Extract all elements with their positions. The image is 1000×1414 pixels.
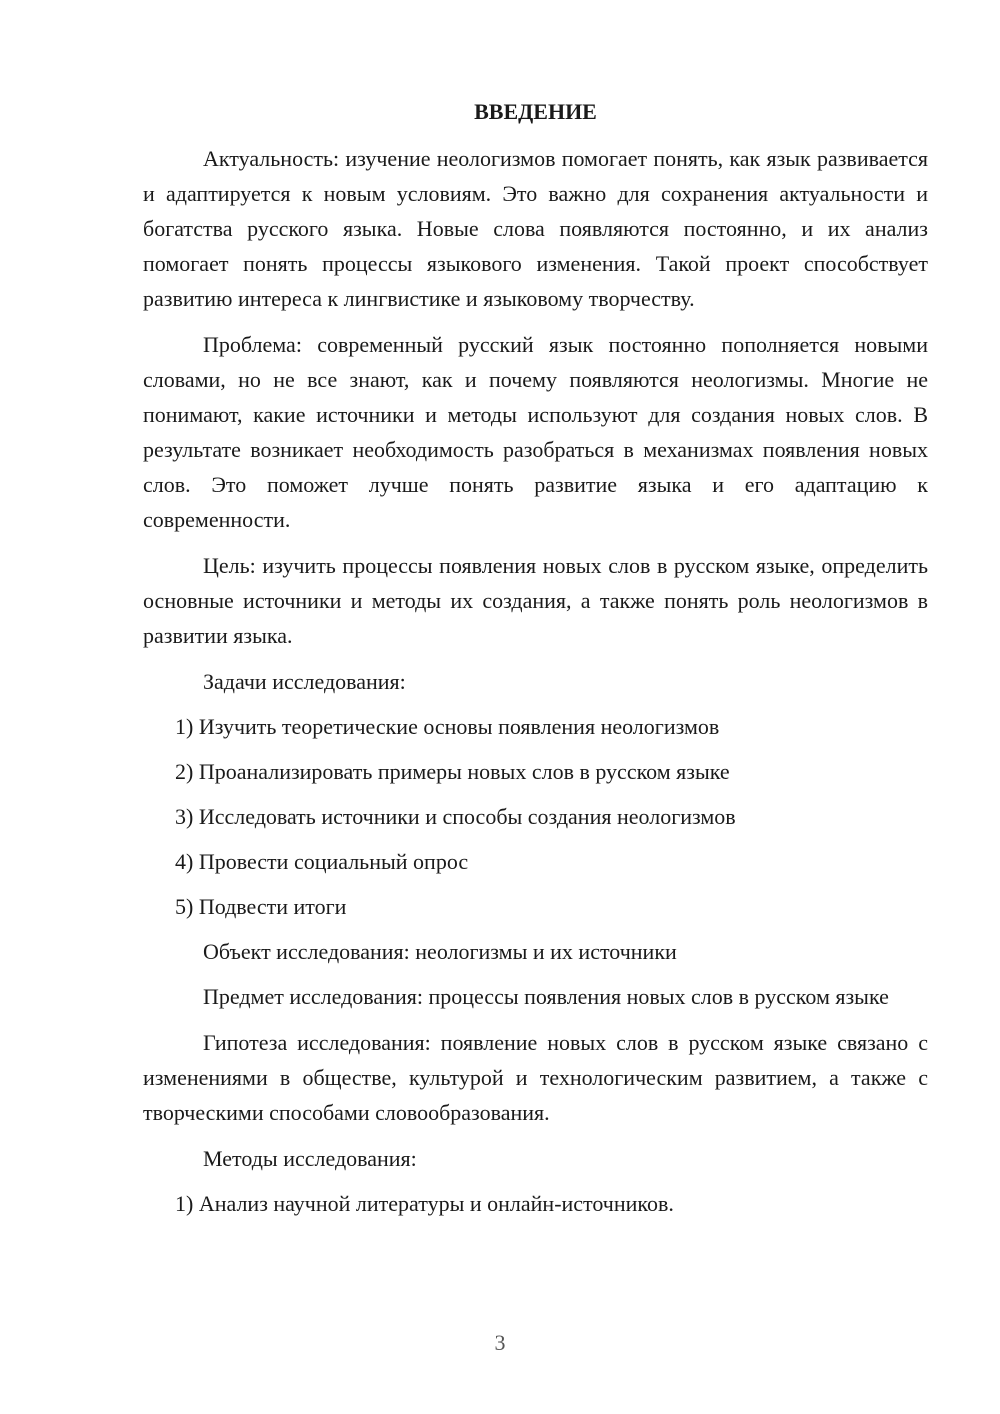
task-item-5: 5) Подвести итоги — [175, 894, 347, 919]
tasks-heading: Задачи исследования: — [203, 669, 406, 694]
task-item-2: 2) Проанализировать примеры новых слов в русском языке — [175, 759, 730, 784]
method-item-1: 1) Анализ научной литературы и онлайн-источников. — [175, 1191, 674, 1216]
task-item-4: 4) Провести социальный опрос — [175, 849, 469, 874]
task-item-1: 1) Изучить теоретические основы появления неологизмов — [175, 714, 720, 739]
hypothesis-paragraph: Гипотеза исследования: появление новых слов в русском языке связано с изменениями в обществе, культурой и технологическим развитием, а также с творческими способами словообразования. — [143, 1030, 928, 1125]
page-number: 3 — [494, 1330, 506, 1355]
document-page — [143, 94, 928, 1231]
goal-paragraph: Цель: изучить процессы появления новых слов в русском языке, определить основные источники и методы их создания, а также понять роль неологизмов в развитии языка. — [143, 553, 928, 648]
methods-heading: Методы исследования: — [203, 1146, 417, 1171]
relevance-paragraph: Актуальность: изучение неологизмов помогает понять, как язык развивается и адаптируется к новым условиям. Это важно для сохранения актуальности и богатства русского языка. Новые слова появляются постоянно, и их анализ помогает понять процессы языкового изменения. Такой проект способствует развитию интереса к лингвистике и языковому творчеству. — [143, 146, 928, 311]
subject-paragraph: Предмет исследования: процессы появления новых слов в русском языке — [203, 984, 889, 1009]
object-paragraph: Объект исследования: неологизмы и их источники — [203, 939, 677, 964]
page-title: ВВЕДЕНИЕ — [474, 99, 597, 124]
task-item-3: 3) Исследовать источники и способы создания неологизмов — [175, 804, 736, 829]
problem-paragraph: Проблема: современный русский язык постоянно пополняется новыми словами, но не все знают, как и почему появляются неологизмы. Многие не понимают, какие источники и методы используют для создания новых слов. В результате возникает необходимость разобраться в механизмах появления новых слов. Это поможет лучше понять развитие языка и его адаптацию к современности. — [143, 332, 928, 532]
